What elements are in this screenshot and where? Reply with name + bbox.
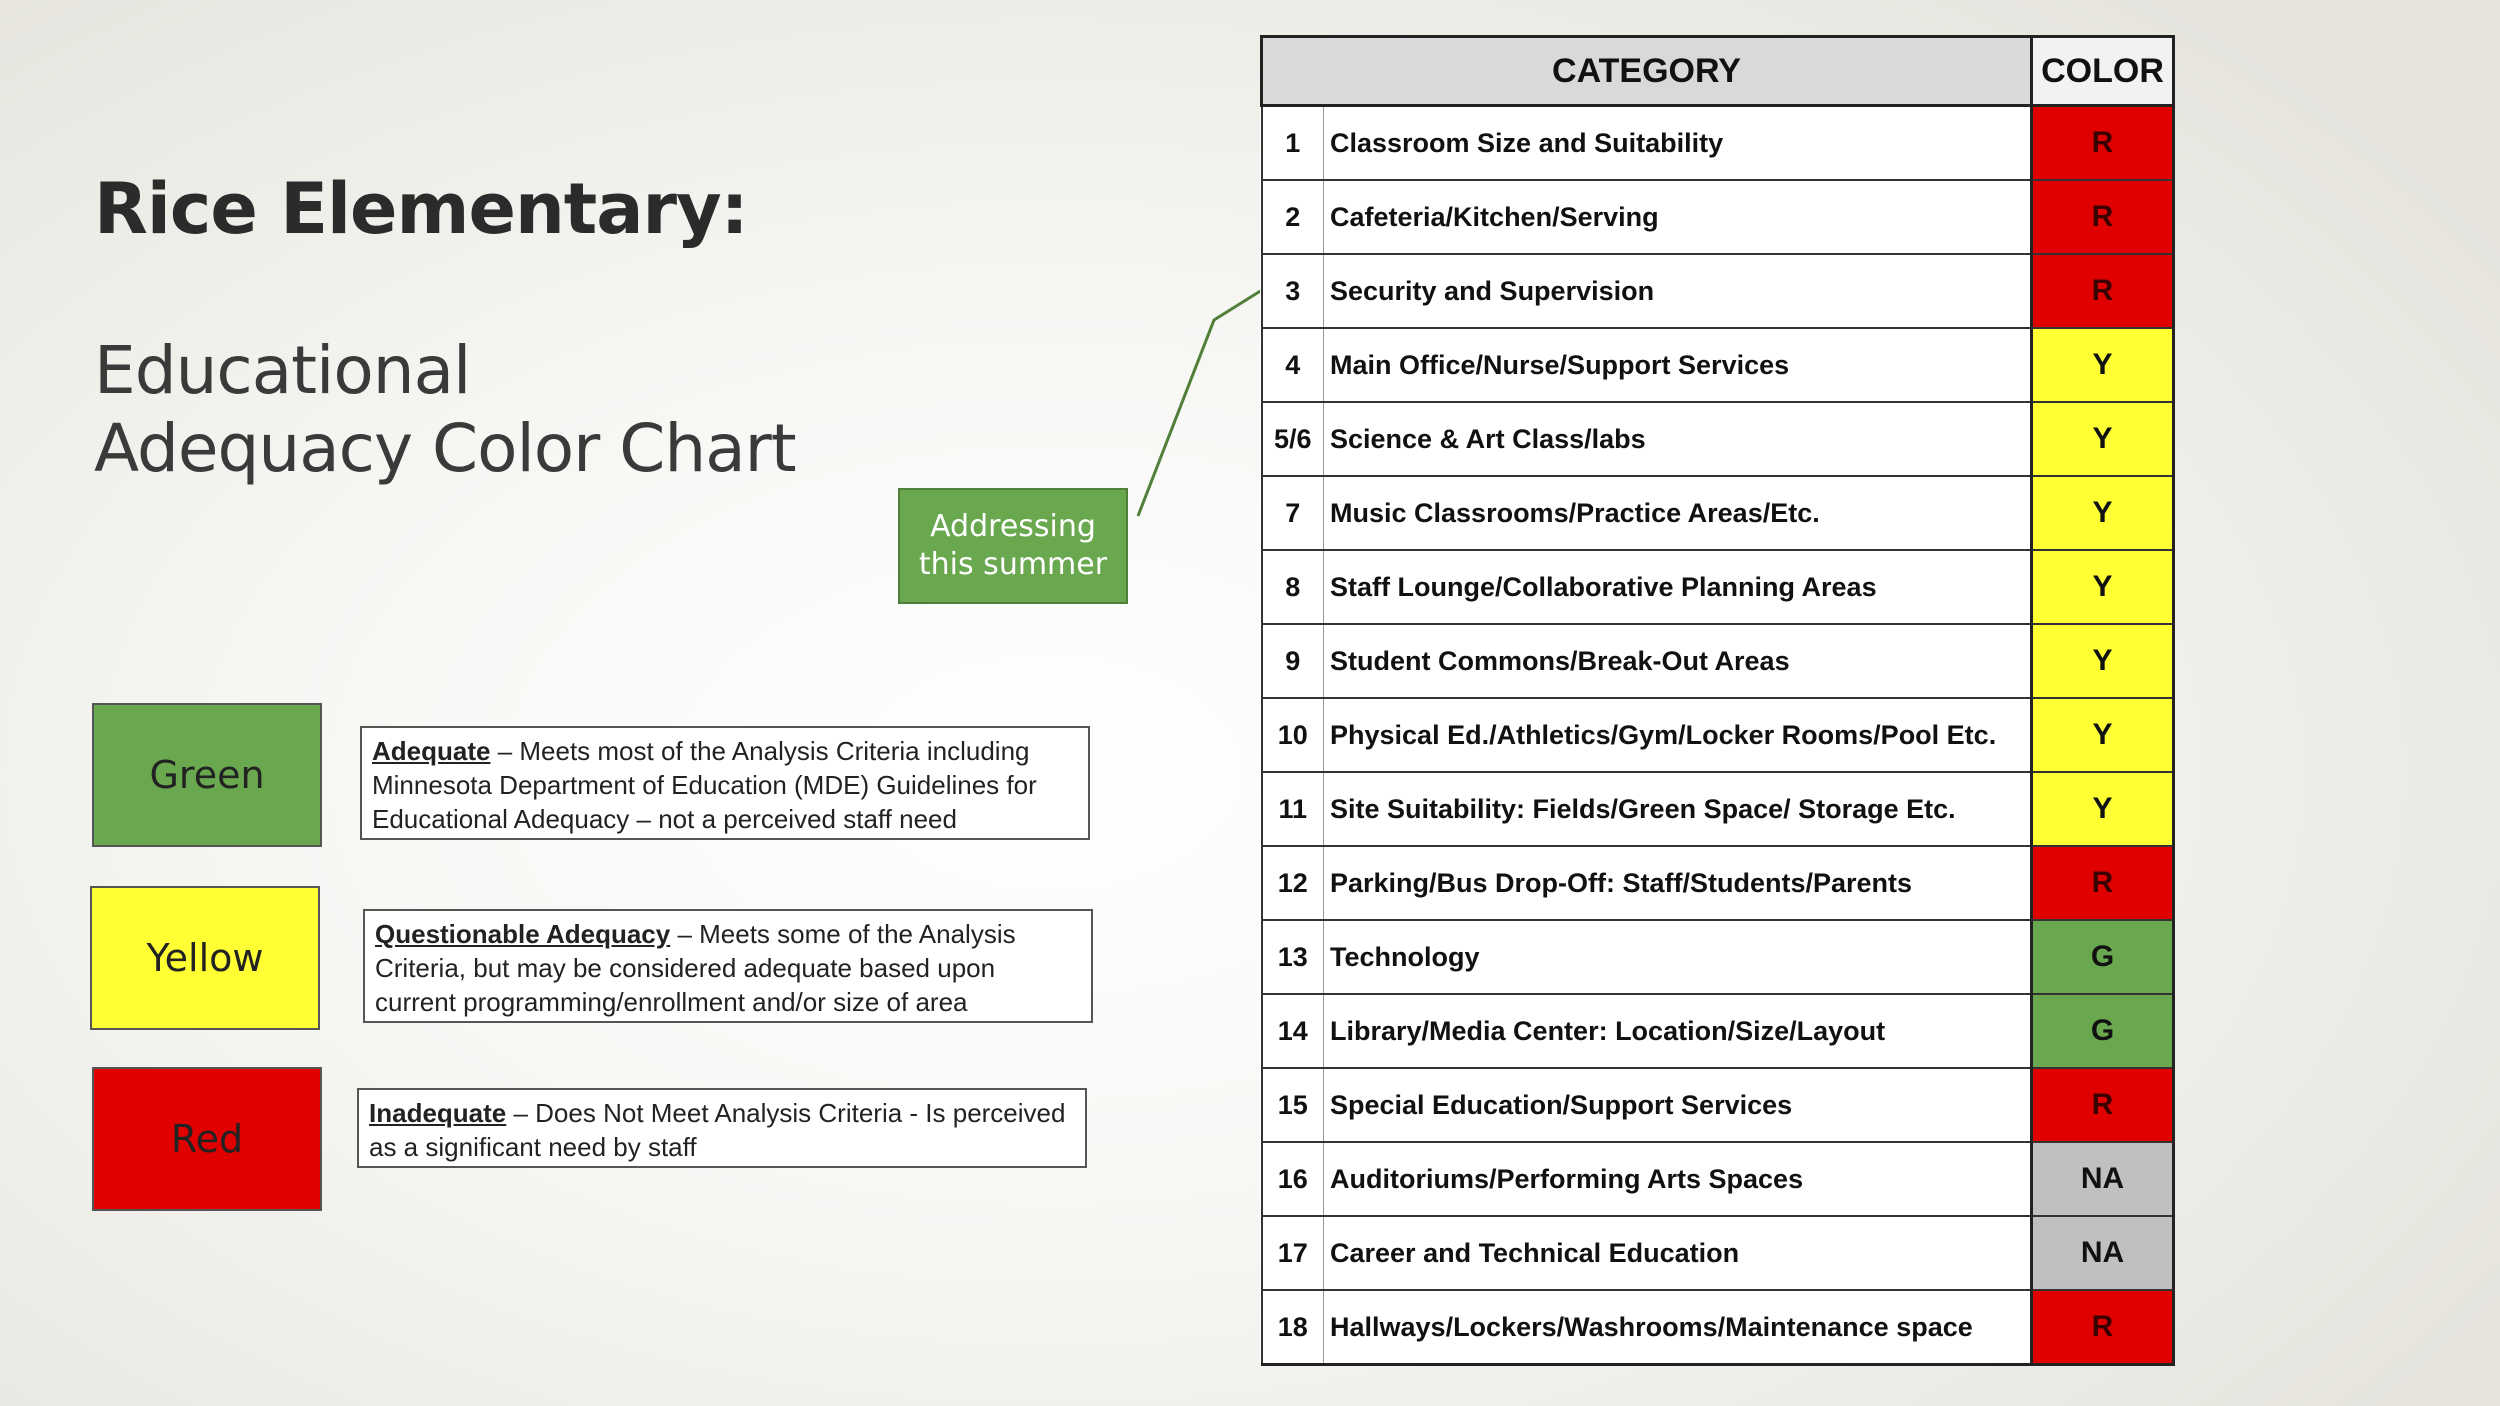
row-rating: G (2032, 920, 2174, 994)
legend-swatch-label: Yellow (146, 936, 264, 980)
table-row (1262, 772, 2174, 846)
table-row (1262, 328, 2174, 402)
table-row (1262, 920, 2174, 994)
row-category: Site Suitability: Fields/Green Space/ Storage Etc. (1324, 772, 2032, 846)
table-header-row (1262, 37, 2174, 106)
row-category: Parking/Bus Drop-Off: Staff/Students/Parents (1324, 846, 2032, 920)
row-number: 11 (1262, 772, 1324, 846)
page-subtitle (94, 332, 796, 488)
row-rating: R (2032, 180, 2174, 254)
row-category: Staff Lounge/Collaborative Planning Areas (1324, 550, 2032, 624)
table-row (1262, 254, 2174, 328)
table-row (1262, 1068, 2174, 1142)
row-number: 15 (1262, 1068, 1324, 1142)
callout-line-1: Addressing (930, 509, 1096, 544)
adequacy-table (1260, 35, 2175, 1366)
legend-description-yellow (363, 909, 1093, 1023)
legend-text: – Does Not Meet Analysis Criteria - Is perceived as a significant need by staff (369, 1098, 1066, 1162)
row-category: Hallways/Lockers/Washrooms/Maintenance space (1324, 1290, 2032, 1365)
legend-swatch-green (92, 703, 322, 847)
row-rating: NA (2032, 1142, 2174, 1216)
table-row (1262, 550, 2174, 624)
table-row (1262, 624, 2174, 698)
legend-swatch-yellow (90, 886, 320, 1030)
row-number: 9 (1262, 624, 1324, 698)
row-category: Physical Ed./Athletics/Gym/Locker Rooms/Pool Etc. (1324, 698, 2032, 772)
row-category: Library/Media Center: Location/Size/Layout (1324, 994, 2032, 1068)
page-title: Rice Elementary: (94, 168, 748, 250)
row-number: 10 (1262, 698, 1324, 772)
row-category: Science & Art Class/labs (1324, 402, 2032, 476)
row-category: Technology (1324, 920, 2032, 994)
row-number: 17 (1262, 1216, 1324, 1290)
row-number: 16 (1262, 1142, 1324, 1216)
row-rating: Y (2032, 402, 2174, 476)
row-rating: R (2032, 106, 2174, 181)
row-category: Student Commons/Break-Out Areas (1324, 624, 2032, 698)
row-number: 12 (1262, 846, 1324, 920)
table-body (1262, 106, 2174, 1365)
row-number: 18 (1262, 1290, 1324, 1365)
row-category: Classroom Size and Suitability (1324, 106, 2032, 181)
table-row (1262, 994, 2174, 1068)
table-row (1262, 106, 2174, 181)
row-rating: Y (2032, 698, 2174, 772)
table-row (1262, 180, 2174, 254)
row-number: 4 (1262, 328, 1324, 402)
callout-box (898, 488, 1128, 604)
table-row (1262, 1290, 2174, 1365)
row-number: 1 (1262, 106, 1324, 181)
legend-swatch-label: Green (149, 753, 265, 797)
row-category: Cafeteria/Kitchen/Serving (1324, 180, 2032, 254)
table-row (1262, 846, 2174, 920)
row-rating: Y (2032, 550, 2174, 624)
table-row (1262, 1216, 2174, 1290)
row-number: 13 (1262, 920, 1324, 994)
row-number: 7 (1262, 476, 1324, 550)
table-row (1262, 698, 2174, 772)
row-rating: Y (2032, 772, 2174, 846)
table-row (1262, 476, 2174, 550)
row-number: 5/6 (1262, 402, 1324, 476)
callout-line-2: this summer (918, 547, 1108, 582)
row-number: 3 (1262, 254, 1324, 328)
row-number: 8 (1262, 550, 1324, 624)
legend-swatch-label: Red (170, 1117, 244, 1161)
row-rating: R (2032, 254, 2174, 328)
row-rating: R (2032, 846, 2174, 920)
legend-text: – Meets some of the Analysis Criteria, but may be considered adequate based upon current programming/enrollment and/or size of area (375, 919, 1016, 1017)
row-rating: Y (2032, 624, 2174, 698)
row-category: Career and Technical Education (1324, 1216, 2032, 1290)
color-header: COLOR (2032, 37, 2174, 106)
row-rating: Y (2032, 476, 2174, 550)
legend-description-red (357, 1088, 1087, 1168)
subtitle-line-2: Adequacy Color Chart (94, 410, 796, 487)
legend-term: Inadequate (369, 1098, 507, 1128)
row-category: Music Classrooms/Practice Areas/Etc. (1324, 476, 2032, 550)
legend-text: – Meets most of the Analysis Criteria including Minnesota Department of Education (MDE) Guidelines for Educational Adequacy – not a perceived staff need (372, 736, 1037, 834)
table-row (1262, 1142, 2174, 1216)
legend-description-green (360, 726, 1090, 840)
row-rating: NA (2032, 1216, 2174, 1290)
row-rating: R (2032, 1290, 2174, 1365)
legend-term: Adequate (372, 736, 491, 766)
subtitle-line-1: Educational (94, 332, 471, 409)
category-header: CATEGORY (1262, 37, 2032, 106)
table-row (1262, 402, 2174, 476)
row-category: Auditoriums/Performing Arts Spaces (1324, 1142, 2032, 1216)
row-number: 2 (1262, 180, 1324, 254)
row-category: Main Office/Nurse/Support Services (1324, 328, 2032, 402)
row-number: 14 (1262, 994, 1324, 1068)
row-category: Special Education/Support Services (1324, 1068, 2032, 1142)
row-category: Security and Supervision (1324, 254, 2032, 328)
row-rating: G (2032, 994, 2174, 1068)
row-rating: Y (2032, 328, 2174, 402)
legend-swatch-red (92, 1067, 322, 1211)
legend-term: Questionable Adequacy (375, 919, 671, 949)
row-rating: R (2032, 1068, 2174, 1142)
